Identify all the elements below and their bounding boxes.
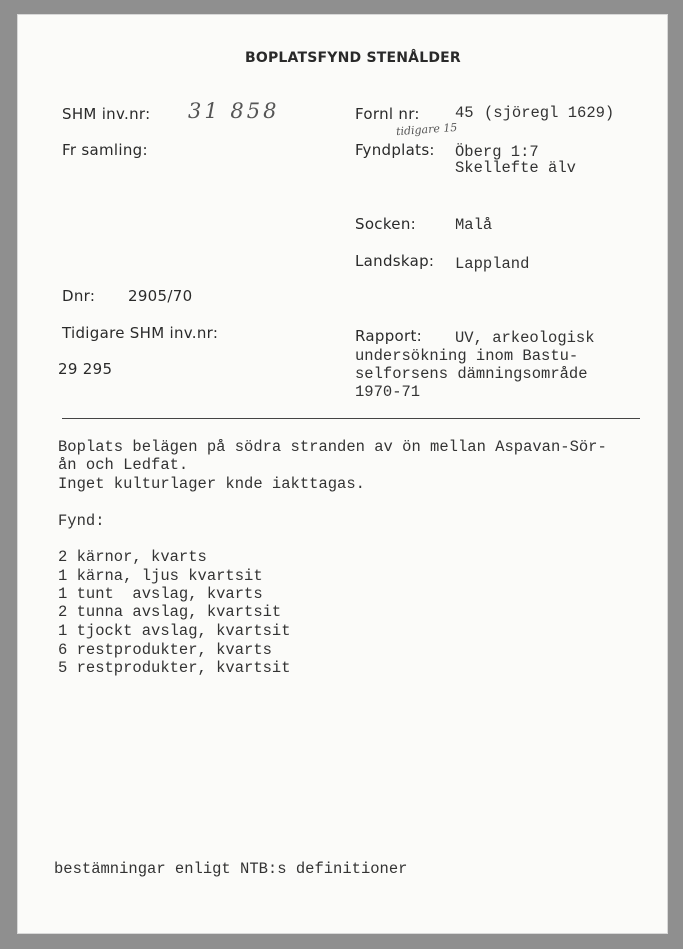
dnr-label: Dnr: [62,287,96,305]
fynd-item: 1 kärna, ljus kvartsit [58,567,263,585]
landskap-value: Lappland [455,255,530,273]
card-title: BOPLATSFYND STENÅLDER [245,50,461,66]
footer-note: bestämningar enligt NTB:s definitioner [54,860,408,878]
description-line-2: ån och Ledfat. [58,456,189,474]
rapport-line-2: undersökning inom Bastu- [355,347,579,365]
socken-value: Malå [455,216,493,234]
socken-label: Socken: [355,215,416,233]
fynd-item: 6 restprodukter, kvarts [58,641,272,659]
divider-line [62,418,640,419]
description-line-1: Boplats belägen på södra stranden av ön mellan Aspavan-Sör- [58,438,607,456]
fynd-label: Fynd: [58,512,105,530]
fyndplats-label: Fyndplats: [355,141,435,159]
rapport-line-4: 1970-71 [355,383,421,401]
fynd-item: 1 tunt avslag, kvarts [58,585,263,603]
samling-label: Fr samling: [62,141,148,159]
shm-label: SHM inv.nr: [62,105,151,123]
rapport-line-3: selforsens dämningsområde [355,365,588,383]
catalog-card [18,15,667,933]
landskap-label: Landskap: [355,252,435,270]
fynd-item: 2 kärnor, kvarts [58,548,207,566]
fornl-note: (sjöregl 1629) [484,104,615,122]
fynd-item: 1 tjockt avslag, kvartsit [58,622,291,640]
fynd-item: 2 tunna avslag, kvartsit [58,603,282,621]
tidigare-value: 29 295 [58,360,113,378]
rapport-line-1: UV, arkeologisk [455,329,595,347]
shm-value-handwritten: 31 858 [188,99,280,123]
rapport-label: Rapport: [355,327,423,345]
dnr-value: 2905/70 [128,287,193,305]
tidigare-label: Tidigare SHM inv.nr: [62,324,219,342]
fornl-label: Fornl nr: [355,105,420,123]
fyndplats-line-2: Skellefte älv [455,159,576,177]
description-line-3: Inget kulturlager knde iakttagas. [58,475,365,493]
fornl-handwritten-note: tidigare 15 [395,120,458,139]
fornl-value: 45 [455,104,474,122]
fyndplats-line-1: Öberg 1:7 [455,143,539,161]
fynd-item: 5 restprodukter, kvartsit [58,659,291,677]
